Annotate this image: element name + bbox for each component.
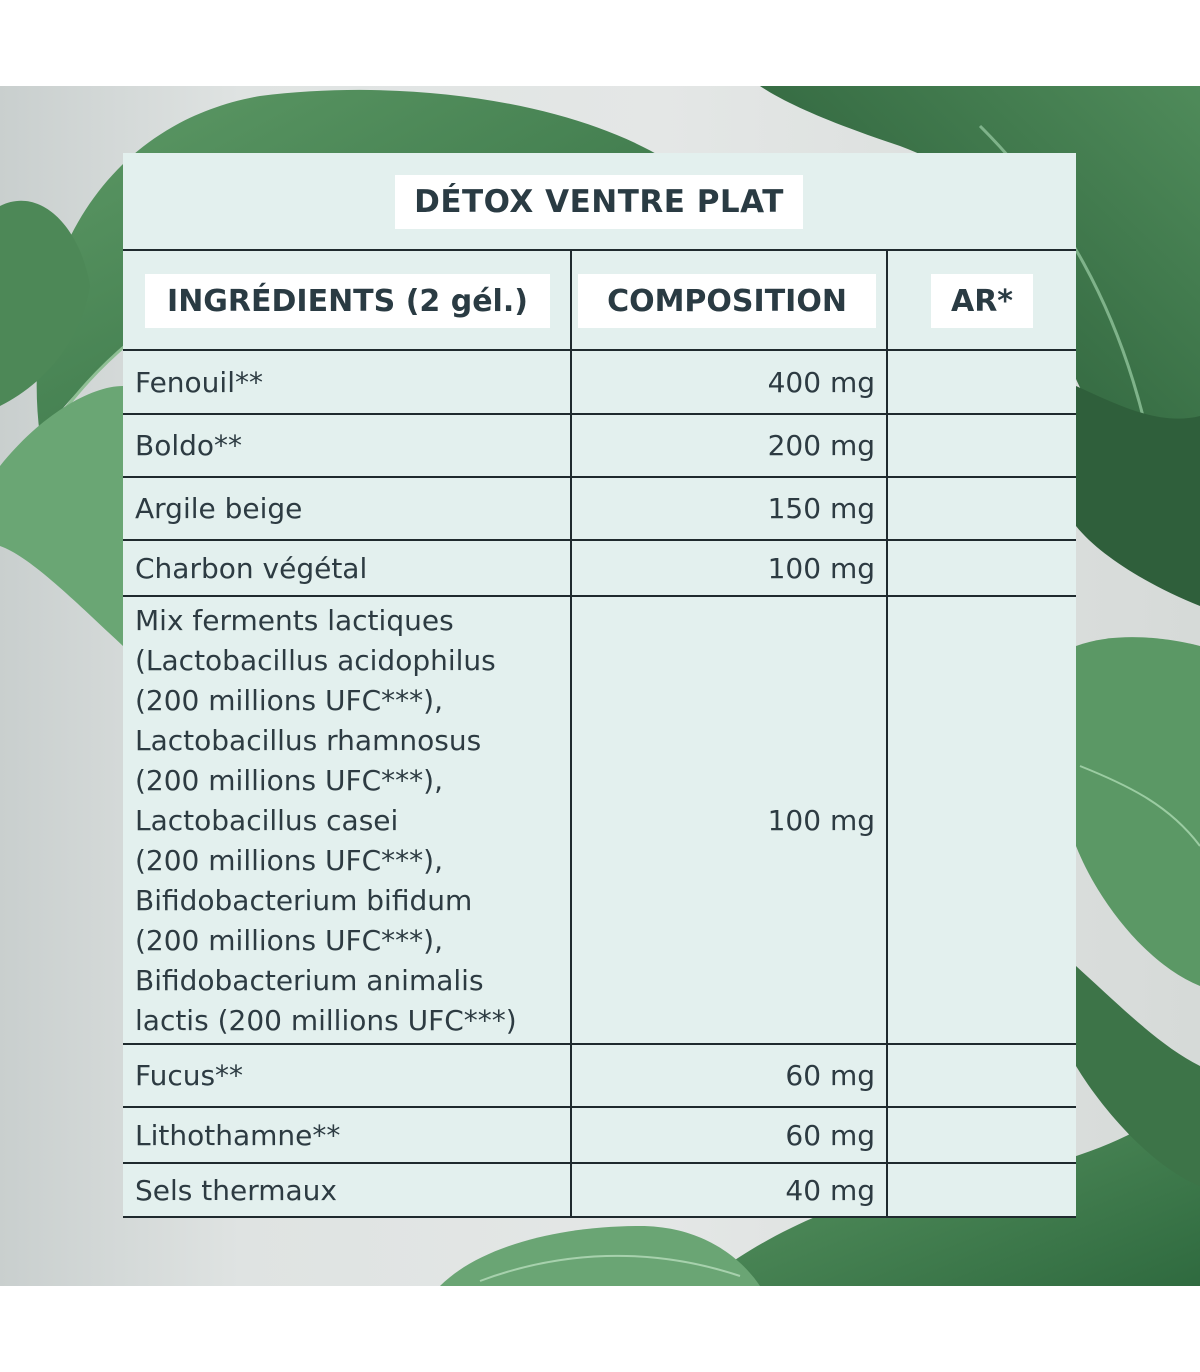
ingredient-name: Argile beige <box>135 492 303 525</box>
grid-line <box>886 250 888 1218</box>
ingredient-amount: 60 mg <box>785 1118 875 1152</box>
ingredient-amount: 60 mg <box>785 1059 875 1092</box>
header-composition: COMPOSITION <box>578 274 876 328</box>
ingredient-name: Boldo** <box>135 429 243 462</box>
ingredient-amount: 100 mg <box>767 803 875 837</box>
ingredient-line: (200 millions UFC***), <box>135 764 443 797</box>
ingredient-name-multiline <box>135 601 571 1041</box>
ingredient-name: Sels thermaux <box>135 1173 337 1207</box>
grid-line <box>123 249 1076 251</box>
ingredient-line: (200 millions UFC***), <box>135 844 443 877</box>
header-ar: AR* <box>931 274 1033 328</box>
ingredient-amount: 100 mg <box>767 551 875 585</box>
ingredient-amount: 150 mg <box>767 492 875 525</box>
ingredient-name: Fenouil** <box>135 365 263 399</box>
ingredient-line: Lactobacillus rhamnosus <box>135 724 482 757</box>
header-ingredients: INGRÉDIENTS (2 gél.) <box>145 274 550 328</box>
ingredient-name: Charbon végétal <box>135 551 368 585</box>
ingredients-table <box>123 153 1076 1218</box>
ingredient-amount: 200 mg <box>767 429 875 462</box>
ingredient-line: (200 millions UFC***), <box>135 924 443 957</box>
ingredient-line: Mix ferments lactiques <box>135 604 454 637</box>
ingredient-line: Bifidobacterium animalis <box>135 964 484 997</box>
ingredient-amount: 40 mg <box>785 1173 875 1207</box>
ingredient-name: Lithothamne** <box>135 1118 341 1152</box>
title-row <box>123 153 1076 250</box>
ingredient-line: (Lactobacillus acidophilus <box>135 644 496 677</box>
ingredient-amount: 400 mg <box>767 365 875 399</box>
ingredient-name: Fucus** <box>135 1059 244 1092</box>
ingredient-line: (200 millions UFC***), <box>135 684 443 717</box>
ingredient-line: Lactobacillus casei <box>135 804 399 837</box>
grid-line <box>123 1216 1076 1218</box>
ingredient-line: lactis (200 millions UFC***) <box>135 1004 517 1037</box>
table-title: DÉTOX VENTRE PLAT <box>395 175 803 229</box>
ingredient-line: Bifidobacterium bifidum <box>135 884 473 917</box>
